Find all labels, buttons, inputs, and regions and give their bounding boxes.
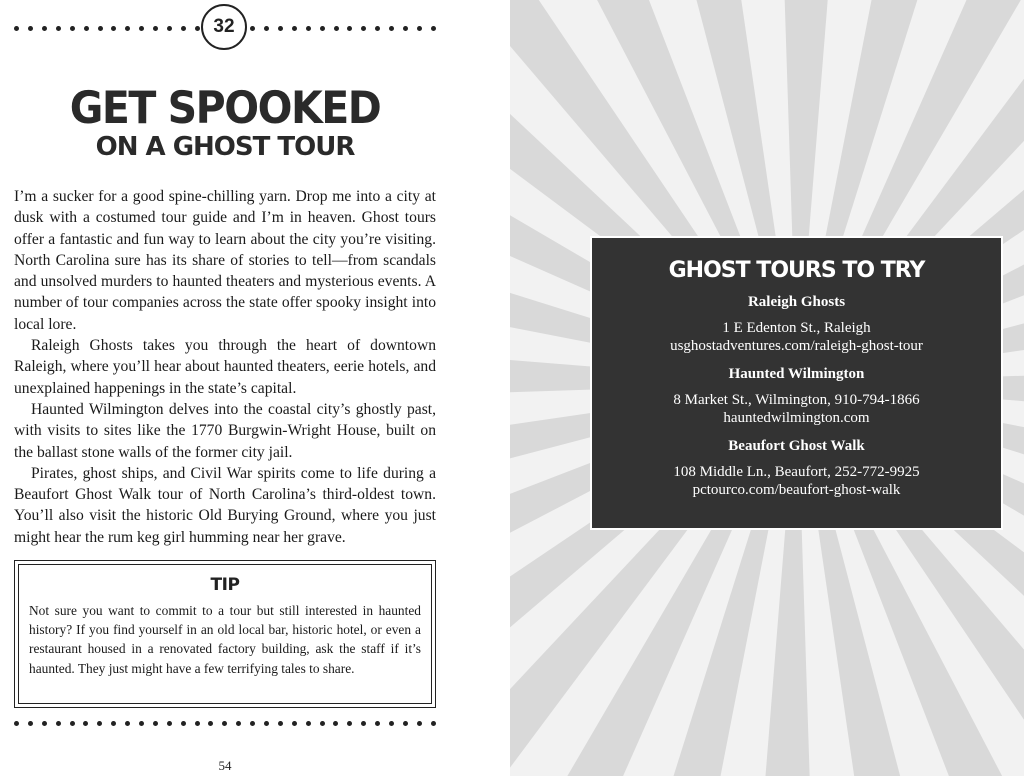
body-paragraph: Pirates, ghost ships, and Civil War spirits come to life during a Beaufort Ghost Walk tour of North Carolina’s third-oldest town. You’ll also visit the historic Old Burying Ground, where you just might hear the rum keg girl humming near her grave. <box>14 464 436 546</box>
tour-name: Haunted Wilmington <box>728 366 865 382</box>
tour-address: 108 Middle Ln., Beaufort, 252-772-9925 <box>673 464 920 480</box>
page-subtitle: ON A GHOST TOUR <box>95 132 355 162</box>
dot <box>42 721 47 726</box>
tour-entry <box>592 293 1001 355</box>
dot <box>28 721 33 726</box>
dot <box>403 721 408 726</box>
dot <box>333 721 338 726</box>
dot <box>389 721 394 726</box>
dot <box>292 721 297 726</box>
dot <box>139 721 144 726</box>
dot <box>70 26 75 31</box>
dot <box>56 26 61 31</box>
tour-address: 8 Market St., Wilmington, 910-794-1866 <box>673 392 920 408</box>
dot <box>83 721 88 726</box>
dot <box>417 721 422 726</box>
dot <box>195 721 200 726</box>
dot <box>347 721 352 726</box>
tip-title: TIP <box>210 575 240 595</box>
dot <box>361 26 366 31</box>
dot <box>42 26 47 31</box>
dot <box>84 26 89 31</box>
dot <box>153 26 158 31</box>
dot <box>56 721 61 726</box>
dot <box>181 26 186 31</box>
dot <box>111 26 116 31</box>
dot <box>431 721 436 726</box>
dot <box>417 26 422 31</box>
dot <box>334 26 339 31</box>
body-paragraph: I’m a sucker for a good spine-chilling yarn. Drop me into a city at dusk with a costumed tour guide and I’m in heaven. Ghost tours offer a fantastic and fun way to learn about the city you’re visiting. North Carolina sure has its share of stories to tell—from scandals and unsolved murders to haunted theaters and mysterious events. A number of tour companies across the state offer spooky insight into local lore. <box>14 188 436 333</box>
page-title: GET SPOOKED <box>69 82 381 134</box>
tour-address: 1 E Edenton St., Raleigh <box>722 320 871 336</box>
tip-text: Not sure you want to commit to a tour but still interested in haunted history? If you find yourself in an old local bar, historic hotel, or even a restaurant housed in a renovated factory building, ask the staff if it’s haunted. They just might have a few terrifying tales to share. <box>29 603 421 676</box>
tour-name: Raleigh Ghosts <box>747 294 846 310</box>
tour-website: hauntedwilmington.com <box>723 410 870 426</box>
ghost-tours-sidebar <box>590 236 1003 530</box>
dot <box>111 721 116 726</box>
dot <box>320 26 325 31</box>
dot <box>278 721 283 726</box>
dotted-rule-bottom <box>14 719 436 727</box>
dot <box>431 26 436 31</box>
tip-box-inner <box>18 564 432 704</box>
chapter-number-badge <box>201 4 247 50</box>
dot <box>125 26 130 31</box>
dot <box>389 26 394 31</box>
dot <box>70 721 75 726</box>
left-page <box>0 0 510 776</box>
dot <box>167 721 172 726</box>
dotted-rule-top-left <box>14 24 200 32</box>
dot <box>292 26 297 31</box>
dot <box>167 26 172 31</box>
dot <box>264 26 269 31</box>
dot <box>347 26 352 31</box>
dot <box>14 721 19 726</box>
dot <box>403 26 408 31</box>
dot <box>195 26 200 31</box>
tour-website: usghostadventures.com/raleigh-ghost-tour <box>670 338 923 354</box>
dot <box>278 26 283 31</box>
dot <box>250 721 255 726</box>
dot <box>320 721 325 726</box>
dot <box>125 721 130 726</box>
dot <box>139 26 144 31</box>
tour-entry <box>592 437 1001 499</box>
dot <box>264 721 269 726</box>
dot <box>181 721 186 726</box>
sidebar-title: GHOST TOURS TO TRY <box>668 258 925 283</box>
page-number: 54 <box>218 758 232 773</box>
dot <box>375 26 380 31</box>
dot <box>250 26 255 31</box>
dot <box>97 721 102 726</box>
dot <box>14 26 19 31</box>
dot <box>236 721 241 726</box>
dot <box>375 721 380 726</box>
article-body <box>14 186 436 548</box>
dot <box>28 26 33 31</box>
body-paragraph: Raleigh Ghosts takes you through the heart of downtown Raleigh, where you’ll hear about haunted theaters, eerie hotels, and unexplained happenings in the state’s capital. <box>14 337 436 397</box>
dot <box>208 721 213 726</box>
right-page <box>510 0 1024 776</box>
dot <box>98 26 103 31</box>
body-paragraph: Haunted Wilmington delves into the coastal city’s ghostly past, with visits to sites like the 1770 Burgwin-Wright House, built on the ballast stone walls of the former city jail. <box>14 400 436 461</box>
dot <box>306 721 311 726</box>
tour-entry <box>592 365 1001 427</box>
dot <box>361 721 366 726</box>
tour-website: pctourco.com/beaufort-ghost-walk <box>692 482 901 498</box>
dotted-rule-top-right <box>250 24 436 32</box>
dot <box>222 721 227 726</box>
tour-name: Beaufort Ghost Walk <box>728 438 865 454</box>
chapter-number: 32 <box>213 16 235 37</box>
dot <box>306 26 311 31</box>
dot <box>153 721 158 726</box>
tip-box <box>14 560 436 708</box>
